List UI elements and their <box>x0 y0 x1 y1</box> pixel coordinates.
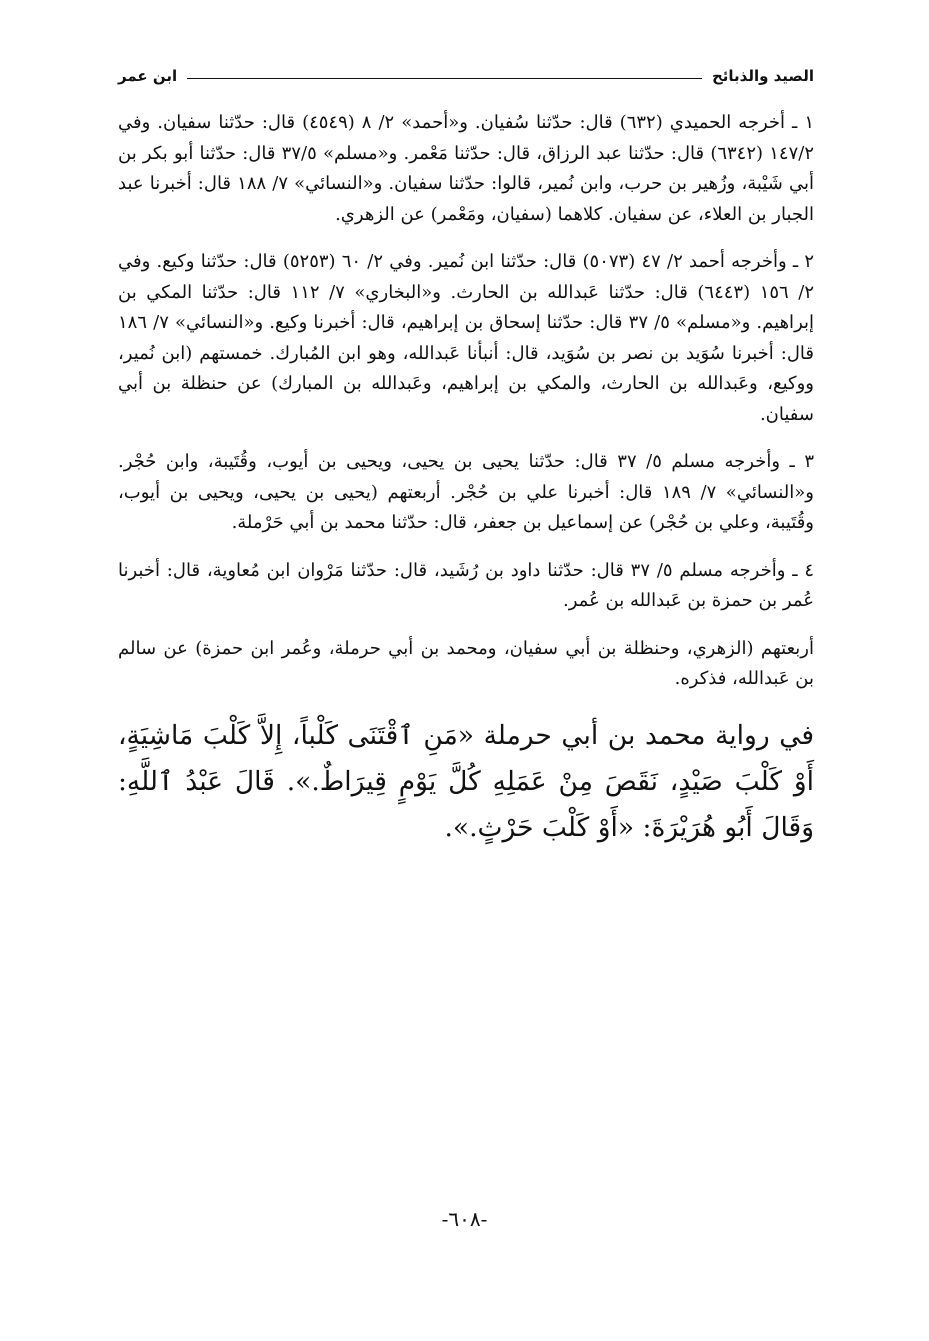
narrator-name: ابن عمر <box>118 67 178 85</box>
document-page <box>118 62 814 877</box>
running-header <box>118 62 814 90</box>
chapter-title: الصيد والذبائح <box>711 67 814 85</box>
source-note: ٣ ـ وأخرجه مسلم ٥/ ٣٧ قال: حدّثنا يحيى بن يحيى، ويحيى بن أيوب، وقُتَيبة، وابن حُجْر. و«النسائي» ٧/ ١٨٩ قال: أخبرنا علي بن حُجْر. أربعتهم (يحيى بن يحيى، ويحيى بن أيوب، وقُتَيبة، وعلي بن حُجْر) عن إسماعيل بن جعفر، قال: حدّثنا محمد بن أبي حَرْملة. <box>118 451 814 533</box>
source-note: ٤ ـ وأخرجه مسلم ٥/ ٣٧ قال: حدّثنا داود بن رُشَيد، قال: حدّثنا مَرْوان ابن مُعاوية، قال: أخبرنا عُمر بن حمزة بن عَبدالله بن عُمر. <box>118 559 814 611</box>
page-number: -٦٠٨- <box>441 1207 488 1231</box>
source-summary: أربعتهم (الزهري، وحنظلة بن أبي سفيان، ومحمد بن أبي حرملة، وعُمر ابن حمزة) عن سالم بن عَبدالله، فذكره. <box>118 637 814 689</box>
hadith-sources <box>118 108 814 695</box>
hadith-text: في رواية محمد بن أبي حرملة «مَنِ ٱقْتَنَى كَلْباً، إِلاَّ كَلْبَ مَاشِيَةٍ، أَوْ كَلْبَ صَيْدٍ، نَقَصَ مِنْ عَمَلِهِ كُلَّ يَوْمٍ قِيرَاطٌ.». قَالَ عَبْدُ ٱللَّهِ: وَقَالَ أَبُو هُرَيْرَةَ: «أَوْ كَلْبَ حَرْثٍ.». <box>118 719 814 843</box>
source-note: ٢ ـ وأخرجه أحمد ٢/ ٤٧ (٥٠٧٣) قال: حدّثنا ابن نُمير. وفي ٢/ ٦٠ (٥٢٥٣) قال: حدّثنا وكيع. وفي ٢/ ١٥٦ (٦٤٤٣) قال: حدّثنا عَبدالله بن الحارث. و«البخاري» ٧/ ١١٢ قال: حدّثنا المكي بن إبراهيم. و«مسلم» ٥/ ٣٧ قال: حدّثنا إسحاق بن إبراهيم، قال: أخبرنا وكيع. و«النسائي» ٧/ ١٨٦ قال: أخبرنا سُوَيد بن نصر بن سُوَيد، قال: أنبأنا عَبدالله، وهو ابن المُبارك. خمستهم (ابن نُمير، ووكيع، وعَبدالله بن الحارث، والمكي بن إبراهيم، وعَبدالله بن المبارك) عن حنظلة بن أبي سفيان. <box>118 251 815 425</box>
header-rule <box>187 78 702 79</box>
source-note: ١ ـ أخرجه الحميدي (٦٣٢) قال: حدّثنا سُفيان. و«أحمد» ٢/ ٨ (٤٥٤٩) قال: حدّثنا سفيان. وفي ١٤٧/٢ (٦٣٤٢) قال: حدّثنا عبد الرزاق، قال: حدّثنا مَعْمر. و«مسلم» ٣٧/٥ قال: حدّثنا أبو بكر بن أبي شَيْبة، وزُهير بن حرب، وابن نُمير، قالوا: حدّثنا سفيان. و«النسائي» ٧/ ١٨٨ قال: أخبرنا عبد الجبار بن العلاء، عن سفيان. كلاهما (سفيان، ومَعْمر) عن الزهري. <box>118 112 814 225</box>
